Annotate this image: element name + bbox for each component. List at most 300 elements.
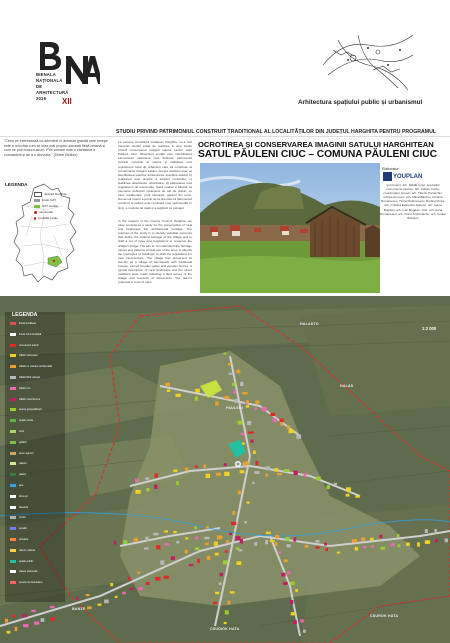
building-footprint (51, 617, 55, 621)
building-footprint (279, 419, 284, 422)
project-title: OCROTIREA ȘI CONSERVAREA IMAGINII SATULUI HARGHITEAN (198, 140, 434, 149)
legend-label: limita zona studiată (19, 332, 42, 336)
building-footprint (334, 483, 337, 485)
building-footprint (355, 547, 358, 551)
building-footprint (256, 461, 259, 465)
building-footprint (214, 542, 218, 546)
building-footprint (206, 526, 209, 528)
building-footprint (195, 466, 198, 468)
building-footprint (246, 405, 249, 408)
building-footprint (5, 619, 8, 623)
building-footprint (391, 543, 395, 546)
legend-label: anexe gospodărești (19, 408, 42, 412)
legend-swatch (10, 581, 16, 584)
building-footprint (229, 533, 232, 535)
building-footprint (296, 434, 301, 438)
building-footprint (235, 536, 240, 540)
building-footprint (275, 468, 279, 472)
map-legend-item (10, 419, 33, 422)
building-footprint (327, 485, 330, 489)
legend-label: monument istoric (19, 343, 39, 347)
legend-swatch (10, 387, 16, 390)
map-legend-item (10, 430, 24, 433)
legend-label: biserică (19, 505, 28, 509)
building-footprint (31, 610, 36, 612)
map-legend-item (10, 549, 35, 552)
caption-line: NAȚIONALĂ (36, 78, 63, 83)
building-footprint (7, 631, 11, 634)
legend-label: primărie (19, 538, 29, 541)
building-footprint (275, 542, 278, 546)
building-footprint (160, 560, 164, 565)
building-footprint (262, 407, 267, 411)
building-footprint (287, 425, 290, 429)
building-footprint (195, 389, 200, 393)
building-footprint (153, 533, 158, 536)
building-footprint (242, 443, 245, 445)
building-footprint (434, 529, 437, 533)
building-footprint (219, 583, 222, 586)
building-footprint (236, 370, 240, 374)
building-footprint (110, 583, 113, 586)
building-footprint (225, 610, 229, 614)
building-footprint (146, 488, 149, 491)
building-footprint (293, 620, 297, 624)
building-footprint (76, 597, 79, 600)
project-team: şef proiect: arh. Mădăr Ionel; specialist monumente istorice: arh. Adrian Corbu; coordonator proiect: arh. Tiberiu Paraschiv; echipa de lucru: arh. Mihai Bătrînu, Cristina Romanescu, Horia Moldoveanu, Rodica Moțoi, arh. Cristina Ecaterina Stanciu, urb. Ioana Bogdan, arh. Ivan Bogdan, stud. arh. Anna Romanescu, arh. Dorin Andronache; arh. Andrei Bolcanu (380, 183, 446, 220)
caption-line: ARHITECTURĂ (36, 90, 69, 95)
map-legend-title: LEGENDA (12, 312, 38, 318)
building-footprint (13, 615, 16, 618)
legend-label: cimitir (19, 516, 26, 520)
building-footprint (371, 545, 374, 547)
small-map-legend-title: LEGENDA (5, 182, 28, 187)
map-legend-item (10, 376, 40, 379)
legend-label: curți (19, 430, 24, 433)
building-footprint (275, 535, 279, 538)
legend-label: localități rurale (38, 216, 58, 220)
orthophoto-map-icon (0, 296, 450, 643)
building-footprint (425, 529, 428, 533)
map-legend-item (10, 484, 23, 487)
legend-label: cămin cultural (19, 548, 36, 552)
map-legend-item (10, 365, 52, 368)
building-footprint (50, 606, 55, 608)
building-footprint (15, 627, 18, 631)
building-footprint (244, 521, 247, 524)
building-footprint (204, 465, 207, 469)
building-footprint (316, 477, 321, 481)
map-legend-item (10, 516, 26, 519)
building-footprint (195, 547, 200, 550)
building-footprint (204, 537, 209, 539)
building-footprint (194, 526, 197, 529)
project-subtitle: SATUL PĂULENI CIUC – COMUNA PĂULENI CIUC (198, 149, 437, 160)
building-footprint (215, 592, 219, 595)
building-footprint (185, 537, 188, 539)
legend-label: clădiri neconforme (19, 397, 41, 401)
building-footprint (326, 548, 329, 551)
building-footprint (232, 511, 235, 515)
building-footprint (164, 576, 169, 579)
legend-swatch (10, 538, 16, 541)
building-footprint (207, 556, 211, 560)
building-footprint (363, 546, 366, 548)
legend-swatch (10, 527, 16, 530)
building-footprint (144, 547, 149, 549)
building-footprint (154, 485, 157, 489)
building-footprint (134, 538, 138, 542)
building-footprint (185, 550, 188, 554)
legend-label: clădiri valoroase (19, 354, 38, 358)
building-footprint (224, 353, 227, 355)
village-landscape-icon (200, 163, 380, 293)
building-footprint (277, 473, 282, 475)
building-footprint (189, 564, 194, 566)
map-legend-item (10, 322, 36, 325)
place-label: HALASTO (300, 322, 319, 326)
building-footprint (284, 469, 289, 472)
building-footprint (270, 413, 275, 416)
legend-swatch (10, 376, 16, 379)
building-footprint (241, 433, 245, 436)
legend-swatch (10, 322, 16, 325)
map-legend-item (10, 495, 28, 498)
map-legend-item (10, 560, 33, 563)
map-legend-item (10, 506, 28, 509)
legend-label: grădini (19, 440, 27, 444)
building-footprint (104, 600, 109, 604)
building-footprint (217, 536, 223, 540)
legend-swatch (10, 462, 16, 465)
building-footprint (206, 474, 210, 478)
legend-swatch (10, 333, 16, 336)
building-footprint (236, 561, 241, 565)
legend-label: limite UAT (42, 198, 57, 202)
building-footprint (425, 540, 430, 544)
legend-label: clădiri cu valoare ambientală (19, 365, 52, 369)
building-footprint (220, 573, 224, 576)
building-footprint (370, 538, 374, 541)
map-legend-item (10, 538, 28, 541)
building-footprint (232, 383, 236, 386)
building-footprint (238, 421, 243, 425)
building-footprint (240, 470, 245, 473)
building-footprint (445, 539, 448, 543)
village-photo (200, 163, 380, 293)
map-legend-item (10, 387, 30, 390)
small-map-legend (34, 191, 78, 221)
building-footprint (223, 560, 227, 564)
legend-swatch (10, 408, 16, 411)
building-footprint (290, 600, 294, 604)
building-footprint (281, 573, 286, 577)
legend-swatch (10, 419, 16, 422)
building-footprint (242, 392, 247, 395)
building-footprint (238, 491, 241, 495)
building-footprint (250, 440, 253, 443)
intro-quote: "Ceea ce interesează cu-adevărat în aceasta grandă care începe este a reînvăța cum se crea mai propriu această ființă umană și cum ne poți bucura acum. Prin urmare este o chestiune a cunoașterii și de a o dezvolta." (Dieter Bellido) (4, 139, 108, 157)
building-footprint (397, 534, 400, 537)
building-footprint (155, 577, 160, 581)
building-footprint (254, 542, 257, 546)
urban-sketch-icon (318, 30, 418, 90)
building-footprint (352, 539, 357, 543)
building-footprint (123, 540, 127, 544)
building-footprint (295, 589, 298, 592)
building-footprint (34, 622, 39, 625)
building-footprint (304, 473, 307, 477)
building-footprint (316, 546, 320, 548)
building-footprint (171, 556, 175, 560)
building-footprint (270, 540, 275, 542)
building-footprint (293, 537, 296, 541)
building-footprint (138, 587, 143, 591)
building-footprint (165, 383, 170, 386)
legend-swatch (10, 506, 16, 509)
building-footprint (305, 545, 309, 548)
legend-swatch (10, 452, 16, 455)
building-footprint (173, 470, 177, 473)
building-footprint (135, 490, 140, 494)
building-footprint (137, 572, 140, 574)
building-footprint (361, 538, 365, 541)
map-legend-item (10, 581, 43, 584)
building-footprint (115, 596, 118, 598)
edition-number: XII (62, 97, 72, 106)
building-footprint (224, 396, 229, 399)
caption-line: 2016 (36, 96, 47, 101)
building-footprint (246, 400, 249, 403)
building-footprint (122, 592, 126, 595)
legend-swatch (10, 430, 16, 433)
building-footprint (324, 543, 327, 546)
building-footprint (346, 494, 350, 497)
caption-line: DE (36, 84, 43, 89)
building-footprint (266, 466, 270, 470)
building-footprint (240, 539, 243, 543)
legend-swatch (10, 398, 16, 401)
building-footprint (300, 619, 304, 622)
building-footprint (248, 431, 254, 433)
building-footprint (287, 571, 290, 574)
place-label: BANZE (72, 607, 86, 611)
building-footprint (230, 591, 235, 593)
building-footprint (176, 481, 179, 485)
building-footprint (435, 539, 438, 542)
legend-label: spațiu public (19, 559, 34, 563)
building-footprint (247, 421, 251, 425)
building-footprint (176, 541, 179, 544)
building-footprint (337, 552, 340, 554)
building-footprint (197, 559, 200, 563)
building-footprint (215, 553, 219, 556)
map-legend-item (10, 398, 40, 401)
building-footprint (417, 542, 420, 546)
building-footprint (290, 582, 295, 586)
village-map (0, 296, 450, 643)
map-legend-item (10, 333, 41, 336)
building-footprint (273, 418, 277, 422)
building-footprint (233, 391, 237, 394)
building-footprint (254, 471, 259, 474)
legend-swatch (10, 549, 16, 552)
building-footprint (224, 622, 227, 624)
building-footprint (240, 382, 243, 386)
caption-line: BIENALA (36, 72, 57, 77)
biennale-theme: Arhitectura spațiului public și urbanismul (298, 99, 423, 106)
legend-swatch (10, 344, 16, 347)
building-footprint (145, 477, 149, 480)
building-footprint (253, 451, 256, 455)
building-footprint (173, 531, 176, 533)
legend-label: școală (19, 527, 27, 531)
company-name: YOUPLAN (393, 174, 423, 180)
legend-swatch (10, 495, 16, 498)
building-footprint (135, 479, 139, 482)
building-footprint (229, 373, 233, 375)
description-en: In the request of the County Council Harghita, we have considered a study for the preservation of rural and landscape the architectural heritage. The purpose of the study is to identify valuable elements that define the cultural heritage of the village and to draft a set of rules and regulations to conserve the village's image. The aim is: to understand the heritage values and patterns of land-use of the area; to identify the typologies of buildings; to draft the regulations for new interventions. The village has preserved its identity as a village of farmsteads with traditional houses, carved wooden gates and wooden fences. A typical description of rural landscape and the street traditions were made following a field survey of the village and research of documents. The team's proposal is a set of rules. (118, 219, 192, 285)
building-footprint (226, 540, 229, 542)
building-footprint (244, 461, 249, 465)
building-footprint (379, 535, 382, 539)
building-footprint (398, 544, 401, 547)
legend-swatch (10, 473, 16, 476)
legend-label: Județul Harghita (44, 192, 67, 196)
building-footprint (98, 604, 102, 606)
building-footprint (266, 532, 271, 535)
map-legend-item (10, 441, 27, 444)
building-footprint (87, 607, 92, 610)
building-footprint (231, 522, 236, 525)
building-footprint (355, 496, 359, 498)
building-footprint (176, 394, 181, 397)
place-label: PAULENI (226, 406, 243, 410)
building-footprint (406, 543, 410, 546)
building-footprint (346, 487, 351, 491)
building-footprint (185, 467, 189, 470)
legend-label: sat studiat (39, 210, 54, 214)
building-footprint (130, 588, 134, 590)
building-footprint (287, 544, 291, 547)
map-legend-item (10, 473, 26, 476)
divider (0, 136, 450, 137)
building-footprint (205, 543, 209, 545)
building-footprint (283, 582, 288, 585)
building-footprint (284, 559, 288, 562)
building-footprint (286, 537, 290, 541)
map-legend-item (10, 570, 37, 573)
legend-label: drumuri (19, 494, 28, 498)
building-footprint (215, 401, 218, 405)
building-footprint (280, 422, 283, 426)
legend-label: spațiu verde (19, 419, 34, 423)
legend-swatch (10, 354, 16, 357)
legend-swatch (10, 484, 16, 487)
building-footprint (114, 541, 117, 545)
legend-swatch (10, 365, 16, 368)
place-label: CSUDIOK HATA (210, 627, 240, 631)
legend-label: trasee pietonale (19, 570, 38, 574)
building-footprint (145, 537, 148, 542)
legend-swatch (10, 516, 16, 519)
map-legend-item (10, 452, 33, 455)
elaborator-label: Elaborator: (382, 167, 400, 171)
legend-label: clădiri fără valoare (19, 376, 41, 379)
legend-swatch (10, 441, 16, 444)
building-footprint (224, 472, 229, 476)
building-footprint (255, 400, 259, 403)
map-scale: 1:2 000 (422, 326, 437, 331)
building-footprint (224, 463, 227, 466)
building-footprint (195, 397, 198, 401)
building-footprint (155, 473, 158, 478)
building-footprint (265, 540, 268, 544)
building-footprint (252, 482, 255, 484)
building-footprint (228, 601, 231, 605)
building-footprint (303, 630, 306, 633)
place-label: HALAS (340, 384, 354, 388)
building-footprint (164, 530, 168, 532)
building-footprint (315, 540, 319, 543)
legend-swatch (10, 570, 16, 573)
building-footprint (41, 618, 45, 622)
building-footprint (225, 550, 228, 553)
place-label: CSUROK HATA (370, 614, 399, 618)
legend-swatch (10, 560, 16, 563)
map-legend-item (10, 354, 38, 357)
building-footprint (279, 551, 282, 553)
building-footprint (213, 602, 217, 605)
map-legend-item (10, 408, 42, 411)
legend-label: clădiri noi (19, 386, 30, 390)
building-footprint (22, 614, 27, 617)
legend-label: pășuni (19, 462, 27, 466)
building-footprint (86, 594, 90, 596)
legend-label: puncte de belvedere (19, 581, 43, 585)
youplan-logo-icon (383, 172, 392, 181)
building-footprint (291, 612, 296, 615)
building-footprint (164, 543, 169, 545)
map-legend-item (10, 527, 27, 530)
building-footprint (266, 474, 269, 477)
building-footprint (195, 536, 198, 539)
building-footprint (146, 582, 150, 585)
building-footprint (289, 429, 294, 433)
study-title: STUDIU PRIVIND PATRIMONIUL CONSTRUIT TRADITIONAL AL LOCALITĂȚILOR DIN JUDEȚUL HARGHITA PENTRU PROGRAMUL (116, 129, 436, 135)
building-footprint (23, 624, 29, 627)
legend-label: limita localitate (19, 322, 37, 325)
legend-label: păduri (19, 473, 27, 477)
building-footprint (128, 577, 130, 581)
building-footprint (156, 545, 160, 549)
building-footprint (167, 390, 170, 393)
building-footprint (247, 501, 250, 503)
building-footprint (381, 547, 386, 550)
building-footprint (228, 363, 231, 366)
legend-label: UAT studiat (42, 204, 58, 208)
map-legend-item (10, 344, 39, 347)
building-footprint (254, 408, 257, 411)
map-legend-item (10, 462, 27, 465)
building-footprint (235, 399, 238, 403)
legend-item (34, 215, 78, 221)
building-footprint (294, 471, 298, 476)
legend-label: ape (19, 484, 24, 487)
description-ro: La cererea Consiliului Județean Harghita, ne-a fost transmis studiul inițial de realizare a unui studiu privind conservarea imaginii satelor pentru satul Păuleni Ciuc. Obiectivul lucrării este identificarea elementelor valoroase care definesc patrimoniul cultural construit al satului și stabilirea unui regulament local de urbanism care să contribuie la conservarea imaginii satului. Scopul studiului este: a) identificarea valorilor arhitecturale specifice satului; b) realizarea unei analize a siturilor construite; c) stabilirea obiectivelor urbanistice; d) elaborarea unui regulament de intervenție. Satul studiat a păstrat ca elemente definitorii caracterul de sat de plaiuri, cu case tradiționale, porți secuiești, garduri din lemn. Demersul nostru a pornit de la premisa că patrimoniul construit al satului este rezultatul unei sedimentări în timp, a modului de viață și a legăturii cu peisajul. (118, 140, 192, 210)
building-footprint (216, 473, 221, 476)
building-footprint (239, 549, 243, 551)
